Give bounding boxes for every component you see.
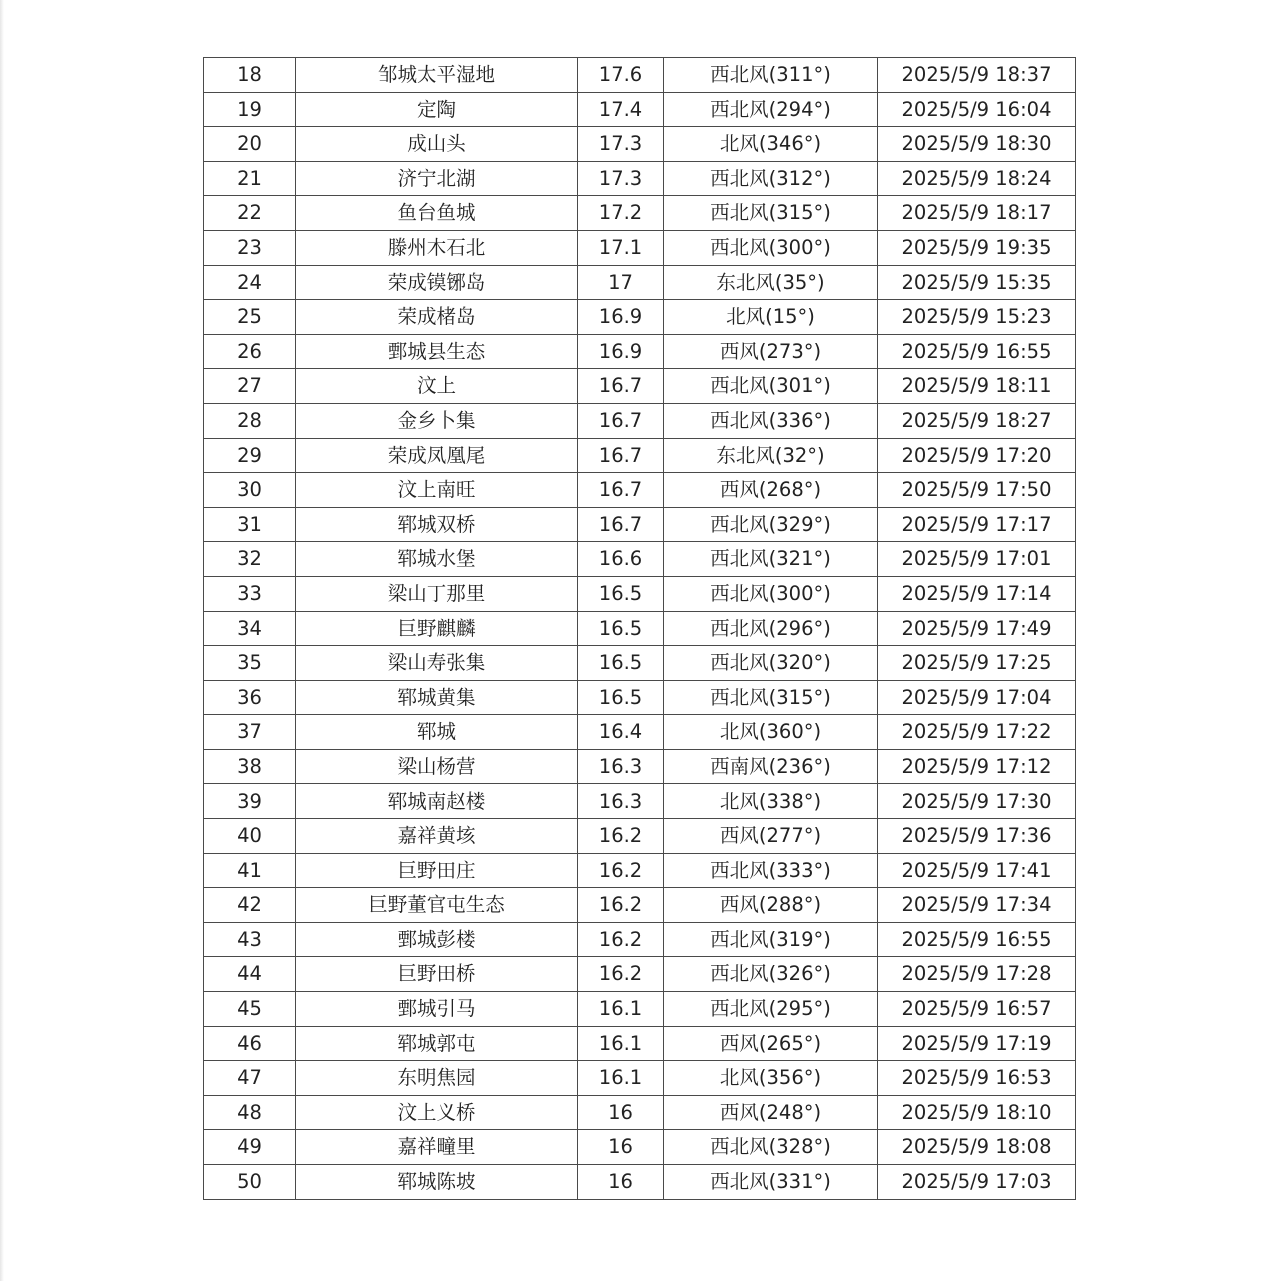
- table-row: [204, 715, 1076, 750]
- wind-direction-cell: 西北风(300°): [664, 230, 878, 265]
- table-row: [204, 576, 1076, 611]
- wind-speed-cell: 16.2: [578, 922, 664, 957]
- wind-direction-cell: 东北风(35°): [664, 265, 878, 300]
- wind-speed-cell: 16.7: [578, 507, 664, 542]
- observation-time-cell: 2025/5/9 17:30: [878, 784, 1076, 819]
- table-row: [204, 749, 1076, 784]
- observation-time-cell: 2025/5/9 18:37: [878, 58, 1076, 93]
- observation-time-cell: 2025/5/9 16:55: [878, 334, 1076, 369]
- wind-direction-cell: 西北风(321°): [664, 542, 878, 577]
- table-row: [204, 92, 1076, 127]
- wind-direction-cell: 西北风(311°): [664, 58, 878, 93]
- station-name-cell: 嘉祥黄垓: [296, 819, 578, 854]
- wind-direction-cell: 西北风(333°): [664, 853, 878, 888]
- rank-cell: 45: [204, 992, 296, 1027]
- wind-speed-cell: 16.2: [578, 819, 664, 854]
- wind-speed-cell: 16.2: [578, 888, 664, 923]
- station-name-cell: 梁山杨营: [296, 749, 578, 784]
- rank-cell: 34: [204, 611, 296, 646]
- wind-direction-cell: 西风(288°): [664, 888, 878, 923]
- wind-speed-cell: 16.7: [578, 403, 664, 438]
- table-row: [204, 127, 1076, 162]
- station-name-cell: 嘉祥疃里: [296, 1130, 578, 1165]
- wind-direction-cell: 西南风(236°): [664, 749, 878, 784]
- rank-cell: 37: [204, 715, 296, 750]
- wind-direction-cell: 北风(338°): [664, 784, 878, 819]
- wind-speed-cell: 17.6: [578, 58, 664, 93]
- wind-speed-cell: 16.1: [578, 1061, 664, 1096]
- wind-direction-cell: 西北风(295°): [664, 992, 878, 1027]
- wind-speed-cell: 17.1: [578, 230, 664, 265]
- observation-time-cell: 2025/5/9 18:27: [878, 403, 1076, 438]
- station-name-cell: 郓城黄集: [296, 680, 578, 715]
- station-name-cell: 汶上: [296, 369, 578, 404]
- wind-speed-cell: 16: [578, 1165, 664, 1200]
- rank-cell: 30: [204, 473, 296, 508]
- rank-cell: 42: [204, 888, 296, 923]
- rank-cell: 19: [204, 92, 296, 127]
- table-row: [204, 334, 1076, 369]
- wind-speed-cell: 16.6: [578, 542, 664, 577]
- table-row: [204, 438, 1076, 473]
- wind-speed-cell: 16.1: [578, 1026, 664, 1061]
- wind-speed-cell: 16.9: [578, 334, 664, 369]
- station-name-cell: 东明焦园: [296, 1061, 578, 1096]
- table-row: [204, 1061, 1076, 1096]
- rank-cell: 20: [204, 127, 296, 162]
- observation-time-cell: 2025/5/9 17:19: [878, 1026, 1076, 1061]
- wind-direction-cell: 北风(15°): [664, 300, 878, 335]
- page-edge-shadow: [0, 0, 4, 1281]
- observation-time-cell: 2025/5/9 16:55: [878, 922, 1076, 957]
- wind-direction-cell: 西风(277°): [664, 819, 878, 854]
- station-name-cell: 梁山寿张集: [296, 646, 578, 681]
- observation-time-cell: 2025/5/9 17:04: [878, 680, 1076, 715]
- rank-cell: 35: [204, 646, 296, 681]
- table-row: [204, 230, 1076, 265]
- wind-direction-cell: 西风(268°): [664, 473, 878, 508]
- station-name-cell: 金乡卜集: [296, 403, 578, 438]
- station-name-cell: 郓城郭屯: [296, 1026, 578, 1061]
- station-name-cell: 汶上义桥: [296, 1095, 578, 1130]
- wind-direction-cell: 北风(356°): [664, 1061, 878, 1096]
- rank-cell: 38: [204, 749, 296, 784]
- wind-speed-cell: 16: [578, 1130, 664, 1165]
- station-name-cell: 汶上南旺: [296, 473, 578, 508]
- observation-time-cell: 2025/5/9 15:35: [878, 265, 1076, 300]
- wind-direction-cell: 西风(273°): [664, 334, 878, 369]
- wind-direction-cell: 西北风(296°): [664, 611, 878, 646]
- table-row: [204, 646, 1076, 681]
- rank-cell: 29: [204, 438, 296, 473]
- rank-cell: 28: [204, 403, 296, 438]
- wind-speed-cell: 16.3: [578, 784, 664, 819]
- station-name-cell: 邹城太平湿地: [296, 58, 578, 93]
- table-row: [204, 196, 1076, 231]
- wind-direction-cell: 西北风(336°): [664, 403, 878, 438]
- table-row: [204, 992, 1076, 1027]
- wind-speed-cell: 16.5: [578, 576, 664, 611]
- wind-speed-cell: 16.5: [578, 611, 664, 646]
- wind-speed-cell: 16.3: [578, 749, 664, 784]
- table-row: [204, 1165, 1076, 1200]
- station-name-cell: 巨野董官屯生态: [296, 888, 578, 923]
- station-name-cell: 梁山丁那里: [296, 576, 578, 611]
- wind-direction-cell: 西北风(320°): [664, 646, 878, 681]
- station-name-cell: 鄄城彭楼: [296, 922, 578, 957]
- observation-time-cell: 2025/5/9 15:23: [878, 300, 1076, 335]
- station-name-cell: 济宁北湖: [296, 161, 578, 196]
- observation-time-cell: 2025/5/9 17:41: [878, 853, 1076, 888]
- observation-time-cell: 2025/5/9 18:11: [878, 369, 1076, 404]
- wind-speed-cell: 17: [578, 265, 664, 300]
- station-name-cell: 滕州木石北: [296, 230, 578, 265]
- wind-speed-cell: 16.1: [578, 992, 664, 1027]
- wind-speed-ranking-table: [203, 57, 1076, 1200]
- wind-direction-cell: 西北风(300°): [664, 576, 878, 611]
- observation-time-cell: 2025/5/9 17:03: [878, 1165, 1076, 1200]
- rank-cell: 36: [204, 680, 296, 715]
- rank-cell: 32: [204, 542, 296, 577]
- table-row: [204, 1095, 1076, 1130]
- wind-speed-cell: 16.9: [578, 300, 664, 335]
- rank-cell: 50: [204, 1165, 296, 1200]
- observation-time-cell: 2025/5/9 17:01: [878, 542, 1076, 577]
- wind-speed-cell: 16.2: [578, 957, 664, 992]
- table-row: [204, 369, 1076, 404]
- table-row: [204, 957, 1076, 992]
- observation-time-cell: 2025/5/9 17:20: [878, 438, 1076, 473]
- table-row: [204, 542, 1076, 577]
- table-row: [204, 265, 1076, 300]
- wind-speed-cell: 16.5: [578, 646, 664, 681]
- observation-time-cell: 2025/5/9 17:36: [878, 819, 1076, 854]
- wind-direction-cell: 西风(248°): [664, 1095, 878, 1130]
- wind-speed-cell: 16.7: [578, 473, 664, 508]
- rank-cell: 25: [204, 300, 296, 335]
- station-name-cell: 巨野田庄: [296, 853, 578, 888]
- wind-speed-cell: 17.3: [578, 127, 664, 162]
- observation-time-cell: 2025/5/9 17:34: [878, 888, 1076, 923]
- wind-speed-cell: 17.3: [578, 161, 664, 196]
- table-row: [204, 680, 1076, 715]
- wind-direction-cell: 西北风(312°): [664, 161, 878, 196]
- table-row: [204, 1130, 1076, 1165]
- observation-time-cell: 2025/5/9 17:28: [878, 957, 1076, 992]
- table-body: [204, 58, 1076, 1200]
- rank-cell: 22: [204, 196, 296, 231]
- observation-time-cell: 2025/5/9 18:08: [878, 1130, 1076, 1165]
- table-row: [204, 507, 1076, 542]
- observation-time-cell: 2025/5/9 16:57: [878, 992, 1076, 1027]
- table-row: [204, 819, 1076, 854]
- station-name-cell: 荣成镆铘岛: [296, 265, 578, 300]
- rank-cell: 23: [204, 230, 296, 265]
- wind-direction-cell: 西风(265°): [664, 1026, 878, 1061]
- table-row: [204, 853, 1076, 888]
- station-name-cell: 郓城双桥: [296, 507, 578, 542]
- observation-time-cell: 2025/5/9 18:17: [878, 196, 1076, 231]
- table-row: [204, 784, 1076, 819]
- table-row: [204, 922, 1076, 957]
- wind-direction-cell: 西北风(315°): [664, 196, 878, 231]
- wind-direction-cell: 西北风(331°): [664, 1165, 878, 1200]
- observation-time-cell: 2025/5/9 17:17: [878, 507, 1076, 542]
- observation-time-cell: 2025/5/9 17:49: [878, 611, 1076, 646]
- wind-direction-cell: 西北风(301°): [664, 369, 878, 404]
- rank-cell: 41: [204, 853, 296, 888]
- rank-cell: 44: [204, 957, 296, 992]
- table-row: [204, 161, 1076, 196]
- rank-cell: 49: [204, 1130, 296, 1165]
- observation-time-cell: 2025/5/9 17:12: [878, 749, 1076, 784]
- wind-direction-cell: 西北风(326°): [664, 957, 878, 992]
- station-name-cell: 郓城陈坡: [296, 1165, 578, 1200]
- station-name-cell: 巨野麒麟: [296, 611, 578, 646]
- station-name-cell: 定陶: [296, 92, 578, 127]
- rank-cell: 24: [204, 265, 296, 300]
- station-name-cell: 郓城: [296, 715, 578, 750]
- observation-time-cell: 2025/5/9 17:50: [878, 473, 1076, 508]
- rank-cell: 47: [204, 1061, 296, 1096]
- rank-cell: 31: [204, 507, 296, 542]
- wind-direction-cell: 西北风(328°): [664, 1130, 878, 1165]
- observation-time-cell: 2025/5/9 16:53: [878, 1061, 1076, 1096]
- table-row: [204, 403, 1076, 438]
- table-row: [204, 888, 1076, 923]
- wind-speed-cell: 16.7: [578, 369, 664, 404]
- wind-speed-cell: 17.4: [578, 92, 664, 127]
- station-name-cell: 成山头: [296, 127, 578, 162]
- rank-cell: 43: [204, 922, 296, 957]
- observation-time-cell: 2025/5/9 18:10: [878, 1095, 1076, 1130]
- rank-cell: 26: [204, 334, 296, 369]
- wind-direction-cell: 西北风(329°): [664, 507, 878, 542]
- wind-speed-cell: 17.2: [578, 196, 664, 231]
- observation-time-cell: 2025/5/9 17:25: [878, 646, 1076, 681]
- wind-direction-cell: 西北风(294°): [664, 92, 878, 127]
- observation-time-cell: 2025/5/9 19:35: [878, 230, 1076, 265]
- rank-cell: 27: [204, 369, 296, 404]
- rank-cell: 46: [204, 1026, 296, 1061]
- observation-time-cell: 2025/5/9 17:14: [878, 576, 1076, 611]
- station-name-cell: 鄄城引马: [296, 992, 578, 1027]
- table-row: [204, 1026, 1076, 1061]
- wind-speed-cell: 16.7: [578, 438, 664, 473]
- wind-direction-cell: 北风(360°): [664, 715, 878, 750]
- wind-speed-cell: 16.2: [578, 853, 664, 888]
- table-row: [204, 611, 1076, 646]
- station-name-cell: 荣成楮岛: [296, 300, 578, 335]
- rank-cell: 18: [204, 58, 296, 93]
- wind-speed-cell: 16.4: [578, 715, 664, 750]
- wind-direction-cell: 东北风(32°): [664, 438, 878, 473]
- table-row: [204, 300, 1076, 335]
- station-name-cell: 郓城水堡: [296, 542, 578, 577]
- station-name-cell: 荣成凤凰尾: [296, 438, 578, 473]
- table-row: [204, 58, 1076, 93]
- wind-direction-cell: 西北风(319°): [664, 922, 878, 957]
- wind-direction-cell: 北风(346°): [664, 127, 878, 162]
- observation-time-cell: 2025/5/9 17:22: [878, 715, 1076, 750]
- observation-time-cell: 2025/5/9 16:04: [878, 92, 1076, 127]
- station-name-cell: 巨野田桥: [296, 957, 578, 992]
- rank-cell: 39: [204, 784, 296, 819]
- rank-cell: 21: [204, 161, 296, 196]
- wind-speed-cell: 16.5: [578, 680, 664, 715]
- station-name-cell: 鱼台鱼城: [296, 196, 578, 231]
- rank-cell: 40: [204, 819, 296, 854]
- rank-cell: 33: [204, 576, 296, 611]
- wind-direction-cell: 西北风(315°): [664, 680, 878, 715]
- table-row: [204, 473, 1076, 508]
- observation-time-cell: 2025/5/9 18:24: [878, 161, 1076, 196]
- observation-time-cell: 2025/5/9 18:30: [878, 127, 1076, 162]
- rank-cell: 48: [204, 1095, 296, 1130]
- station-name-cell: 郓城南赵楼: [296, 784, 578, 819]
- station-name-cell: 鄄城县生态: [296, 334, 578, 369]
- wind-speed-cell: 16: [578, 1095, 664, 1130]
